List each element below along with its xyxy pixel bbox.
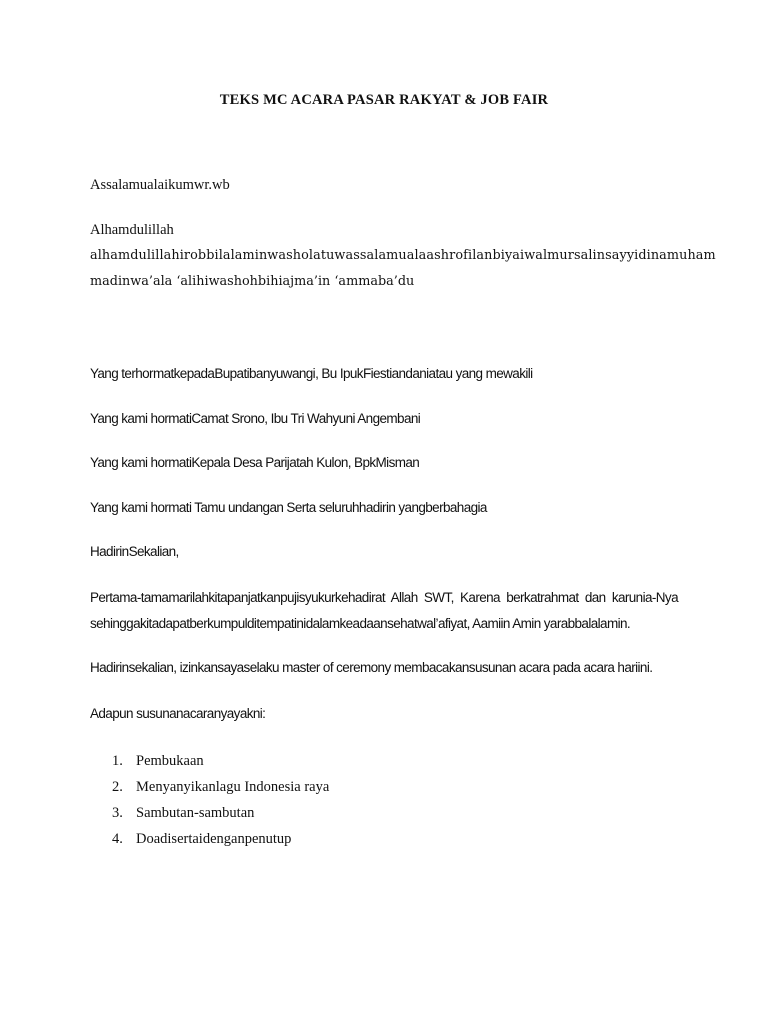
respect-line-1: Yang terhormatkepadaBupatibanyuwangi, Bu IpukFiestiandaniatau yang mewakili: [90, 366, 533, 381]
list-item-number: 3.: [112, 805, 123, 821]
list-item-text: Sambutan-sambutan: [136, 805, 255, 821]
list-item-number: 4.: [112, 831, 123, 847]
list-item-text: Menyanyikanlagu Indonesia raya: [136, 779, 330, 795]
list-item-text: Pembukaan: [136, 753, 204, 769]
list-item: [112, 774, 329, 800]
respect-line-4: Yang kami hormati Tamu undangan Serta seluruhhadirin yangberbahagia: [90, 500, 487, 515]
opening-line-3: madinwa’ala ‘alihiwashohbihiajma’in ‘ammaba’du: [90, 274, 415, 289]
list-item: [112, 800, 329, 826]
list-item-text: Doadisertaidenganpenutup: [136, 831, 292, 847]
gratitude-line-1: Pertama-tamamarilahkitapanjatkanpujisyukurkehadirat Allah SWT, Karena berkatrahmat dan karunia-Nya: [90, 590, 678, 605]
permission-line: Hadirinsekalian, izinkansayaselaku master of ceremony membacakansusunan acara pada acara hariini.: [90, 660, 653, 675]
list-item: [112, 748, 329, 774]
opening-line-2: alhamdulillahirobbilalaminwasholatuwassalamualaashrofilanbiyaiwalmursalinsayyidinamuham: [90, 248, 716, 263]
hadirin-line: HadirinSekalian,: [90, 544, 179, 559]
gratitude-line-2: sehinggakitadapatberkumpulditempatinidalamkeadaansehatwal’afiyat, Aamiin Amin yarabbalalamin.: [90, 616, 631, 631]
greeting: Assalamualaikumwr.wb: [90, 177, 230, 193]
document-title: TEKS MC ACARA PASAR RAKYAT & JOB FAIR: [219, 92, 549, 108]
list-item-number: 1.: [112, 753, 123, 769]
agenda-intro: Adapun susunanacaranyayakni:: [90, 706, 266, 721]
opening-line-1: Alhamdulillah: [90, 222, 174, 238]
agenda-list: [112, 748, 329, 852]
respect-line-3: Yang kami hormatiKepala Desa Parijatah Kulon, BpkMisman: [90, 455, 420, 470]
list-item-number: 2.: [112, 779, 123, 795]
list-item: [112, 826, 329, 852]
respect-line-2: Yang kami hormatiCamat Srono, Ibu Tri Wahyuni Angembani: [90, 411, 421, 426]
